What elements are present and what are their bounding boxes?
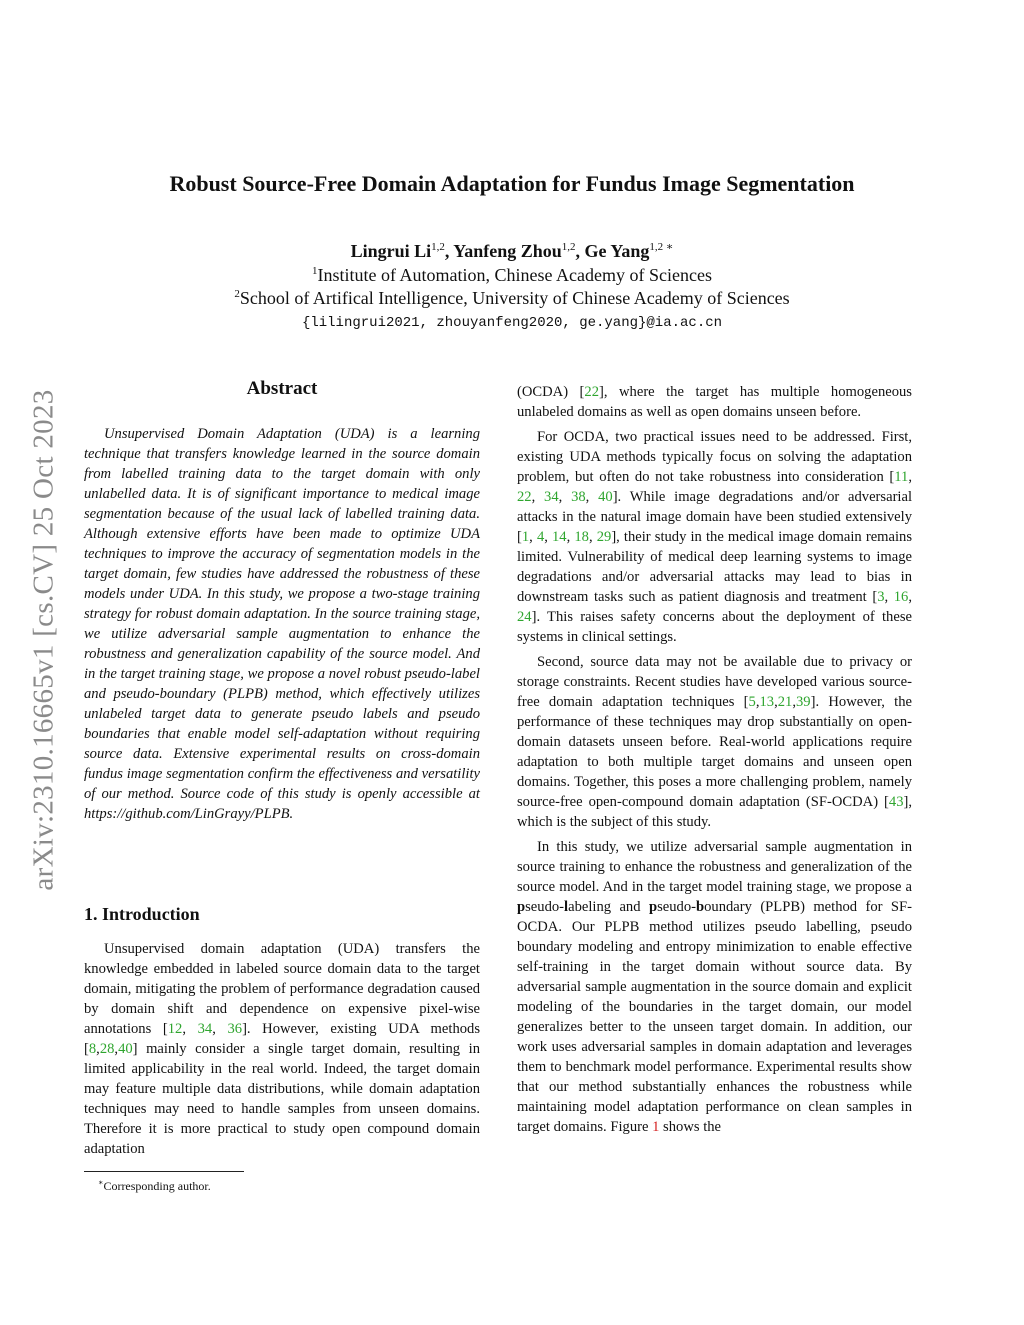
citation-link[interactable]: 21 bbox=[777, 694, 793, 710]
citation-link[interactable]: 18 bbox=[574, 529, 589, 545]
acronym-letter: b bbox=[695, 899, 705, 915]
citation-link[interactable]: 5 bbox=[748, 694, 756, 710]
section-heading-introduction: 1. Introduction bbox=[84, 904, 200, 924]
citation-link[interactable]: 43 bbox=[888, 794, 904, 810]
citation-link[interactable]: 8 bbox=[88, 1041, 97, 1057]
author-affil-mark: 1,2 ∗ bbox=[649, 241, 674, 253]
paragraph: For OCDA, two practical issues need to be addressed. First, existing UDA methods typically focus on solving the adaptation problem, but often do not take robustness into consideration [11, 22, 34, 38, 40]. While image degradations and/or adversarial attacks in the natural image domain have been studied extensively [1, 4, 14, 18, 29], their study in the medical image domain remains limited. Vulnerability of medical deep learning systems to image degradations and/or adversarial attacks may lead to bias in downstream tasks such as patient diagnosis and treatment [3, 16, 24]. This raises safety concerns about the deployment of these systems in clinical settings. bbox=[517, 429, 913, 645]
citation-link[interactable]: 28 bbox=[99, 1041, 115, 1057]
author-name: Yanfeng Zhou bbox=[453, 241, 562, 261]
affiliation-text: School of Artifical Intelligence, University of Chinese Academy of Sciences bbox=[239, 288, 790, 308]
author-affil-mark: 1,2 bbox=[561, 241, 576, 253]
figure-link[interactable]: 1 bbox=[652, 1119, 660, 1135]
arxiv-id: arXiv:2310.16665v1 [cs.CV] 25 Oct 2023 bbox=[27, 389, 60, 891]
acronym-letter: p bbox=[648, 899, 658, 915]
affiliation-text: Institute of Automation, Chinese Academy of Sciences bbox=[317, 265, 712, 285]
arxiv-stamp bbox=[24, 340, 64, 940]
citation-link[interactable]: 38 bbox=[571, 489, 586, 505]
citation-link[interactable]: 3 bbox=[877, 589, 885, 605]
footnote-text: Corresponding author. bbox=[103, 1179, 211, 1193]
citation-link[interactable]: 39 bbox=[796, 694, 811, 710]
citation-link[interactable]: 16 bbox=[893, 589, 909, 605]
paragraph: In this study, we utilize adversarial sample augmentation in source training to enhance the robustness and generalization of the source model. And in the target model training stage, we propose a pseudo-labeling and pseudo-boundary (PLPB) method for SF-OCDA. Our PLPB method utilizes pseudo labelling, pseudo boundary modeling and entropy minimization to enable effective self-training in the target domain without source data. By adversarial sample augmentation in the source domain and explicit modeling of the boundaries in the target domain, our model generalizes better to the unseen target domain. In addition, our work uses adversarial samples in domain adaptation and leverages them to benchmark model performance. Experimental results show that our method substantially enhances the robustness while maintaining model adaptation performance on clean samples in target domains. Figure 1 shows the bbox=[517, 839, 912, 1135]
author-list: Lingrui Li$^{1,2}$, Yanfeng Zhou$^{1,2}$, Ge Yang$^{1,2 ∗}$ bbox=[350, 241, 674, 261]
affiliation-mark: 1 bbox=[312, 265, 318, 277]
citation-link[interactable]: 34 bbox=[544, 489, 559, 505]
citation-link[interactable]: 13 bbox=[759, 694, 775, 710]
citation-link[interactable]: 40 bbox=[118, 1041, 133, 1057]
author-name: Lingrui Li bbox=[350, 241, 432, 261]
citation-link[interactable]: 29 bbox=[596, 529, 612, 545]
footnote-rule bbox=[84, 1171, 244, 1172]
acronym-letter: l bbox=[564, 899, 569, 915]
abstract-heading: Abstract bbox=[246, 378, 318, 399]
paragraph: Second, source data may not be available due to privacy or storage constraints. Recent studies have developed various source-free domain adaptation techniques [5,13,21,39]. However, the performance of these techniques may drop substantially on open-domain datasets unseen before. Real-world applications require adaptation to both multiple target domains and unseen open domains. Together, this poses a more challenging problem, namely source-free open-compound domain adaptation (SF-OCDA) [43], which is the subject of this study. bbox=[517, 654, 912, 830]
citation-link[interactable]: 40 bbox=[598, 489, 613, 505]
citation-link[interactable]: 24 bbox=[517, 609, 532, 625]
footnote-mark: ∗ bbox=[98, 1178, 104, 1187]
affiliation-mark: 2 bbox=[234, 288, 240, 300]
introduction-column-right bbox=[517, 382, 912, 1142]
paragraph: (OCDA) [22], where the target has multiple homogeneous unlabeled domains as well as open domains unseen before. bbox=[517, 384, 912, 420]
citation-link[interactable]: 36 bbox=[227, 1021, 243, 1037]
abstract-text: Unsupervised Domain Adaptation (UDA) is a learning technique that transfers knowledge learned in the source domain from labelled training data to the target domain with only unlabelled data. It is of significant importance to medical image segmentation because of the usual lack of labelled training data. Although extensive efforts have been made to optimize UDA techniques to improve the accuracy of segmentation models in the target domain, few studies have addressed the robustness of these models under UDA. In this study, we propose a two-stage training strategy for robust domain adaptation. In the source training stage, we utilize adversarial sample augmentation to enhance the robustness and generalization capability of the source model. And in the target training stage, we propose a novel robust pseudo-label and pseudo-boundary (PLPB) method, which effectively utilizes unlabeled target data to generate pseudo labels and pseudo boundaries that enable model self-adaptation without requiring source data. Extensive experimental results on cross-domain fundus image segmentation confirm the effectiveness and versatility of our method. Source code of this study is openly accessible at https://github.com/LinGrayy/PLPB. bbox=[84, 426, 480, 822]
citation-link[interactable]: 22 bbox=[517, 489, 532, 505]
footnote bbox=[98, 1178, 211, 1194]
citation-link[interactable]: 34 bbox=[197, 1021, 213, 1037]
author-name: Ge Yang bbox=[584, 241, 650, 261]
author-affil-mark: 1,2 bbox=[431, 241, 445, 253]
introduction-column-left bbox=[84, 939, 480, 1159]
citation-link[interactable]: 11 bbox=[894, 469, 909, 485]
acronym-letter: p bbox=[517, 899, 526, 915]
citation-link[interactable]: 12 bbox=[167, 1021, 183, 1037]
affiliation bbox=[0, 288, 1024, 309]
paragraph: Unsupervised domain adaptation (UDA) transfers the knowledge embedded in labeled source domain data to the target domain, mitigating the problem of performance degradation caused by domain shift and dependence on expensive pixel-wise annotations [12, 34, 36]. However, existing UDA methods [8,28,40] mainly consider a single target domain, resulting in limited applicability in the real world. Indeed, the target domain may feature multiple data distributions, while domain adaptation techniques may need to handle samples from unseen domains. Therefore it is more practical to study open compound domain adaptation bbox=[84, 941, 481, 1157]
citation-link[interactable]: 4 bbox=[536, 529, 545, 545]
citation-link[interactable]: 22 bbox=[584, 384, 600, 400]
citation-link[interactable]: 1 bbox=[521, 529, 530, 545]
affiliation bbox=[0, 265, 1024, 286]
author-emails: {lilingrui2021, zhouyanfeng2020, ge.yang}@ia.ac.cn bbox=[301, 315, 723, 331]
abstract-body bbox=[84, 424, 480, 824]
citation-link[interactable]: 14 bbox=[552, 529, 567, 545]
paper-title: Robust Source-Free Domain Adaptation for Fundus Image Segmentation bbox=[169, 171, 855, 196]
